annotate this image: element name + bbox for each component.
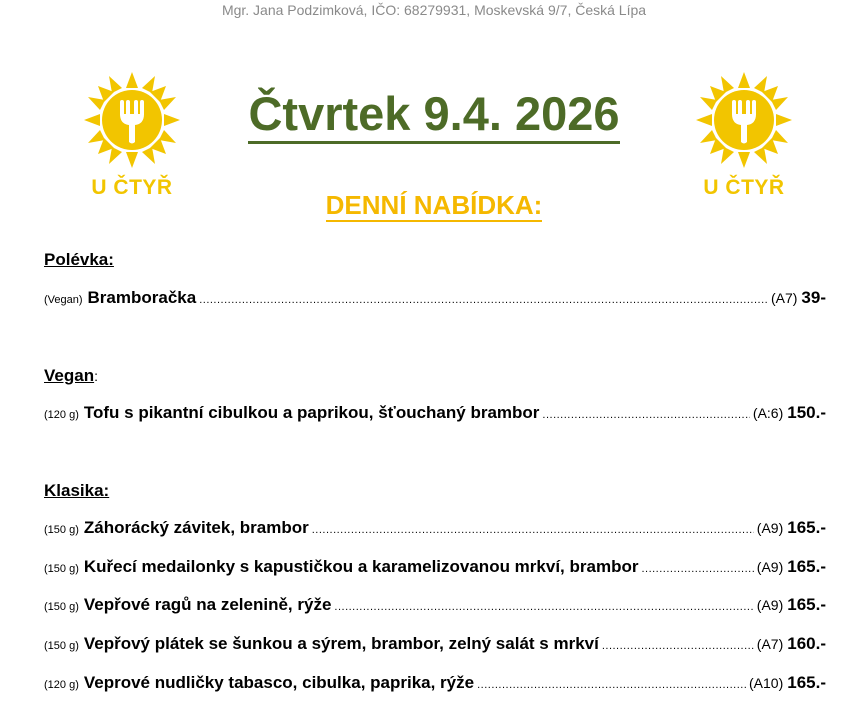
- section-heading-vegan: Vegan:: [44, 366, 98, 385]
- menu-item: (120 g) Tofu s pikantní cibulkou a paprikou, šťouchaný brambor ..... (A:6) 150.-: [44, 403, 826, 425]
- menu-item: (150 g) Vepřový plátek se šunkou a sýrem, brambor, zelný salát s mrkví ..... (A7) 160.-: [44, 634, 826, 656]
- logo-text: U ČTYŘ: [91, 176, 173, 199]
- page-title: Čtvrtek 9.4. 2026: [0, 86, 868, 141]
- menu-subtitle: DENNÍ NABÍDKA:: [325, 190, 543, 220]
- section-heading-soup: Polévka:: [44, 250, 114, 269]
- menu-item: (Vegan) Bramboračka ..... (A7) 39-: [44, 288, 826, 310]
- section-heading-classic: Klasika:: [44, 481, 110, 500]
- menu-item: (120 g) Veprové nudličky tabasco, cibulka, paprika, rýže ..... (A10) 165.-: [44, 673, 826, 695]
- menu-item: (150 g) Kuřecí medailonky s kapustičkou a karamelizovanou mrkví, brambor ..... (A9) 165.-: [44, 557, 826, 579]
- logo-text: U ČTYŘ: [703, 176, 785, 199]
- header-info: Mgr. Jana Podzimková, IČO: 68279931, Moskevská 9/7, Česká Lípa: [221, 2, 647, 18]
- menu-item: (150 g) Vepřové ragů na zelenině, rýže ..... (A9) 165.-: [44, 595, 826, 617]
- menu-item: (150 g) Záhorácký závitek, brambor ..... (A9) 165.-: [44, 518, 826, 540]
